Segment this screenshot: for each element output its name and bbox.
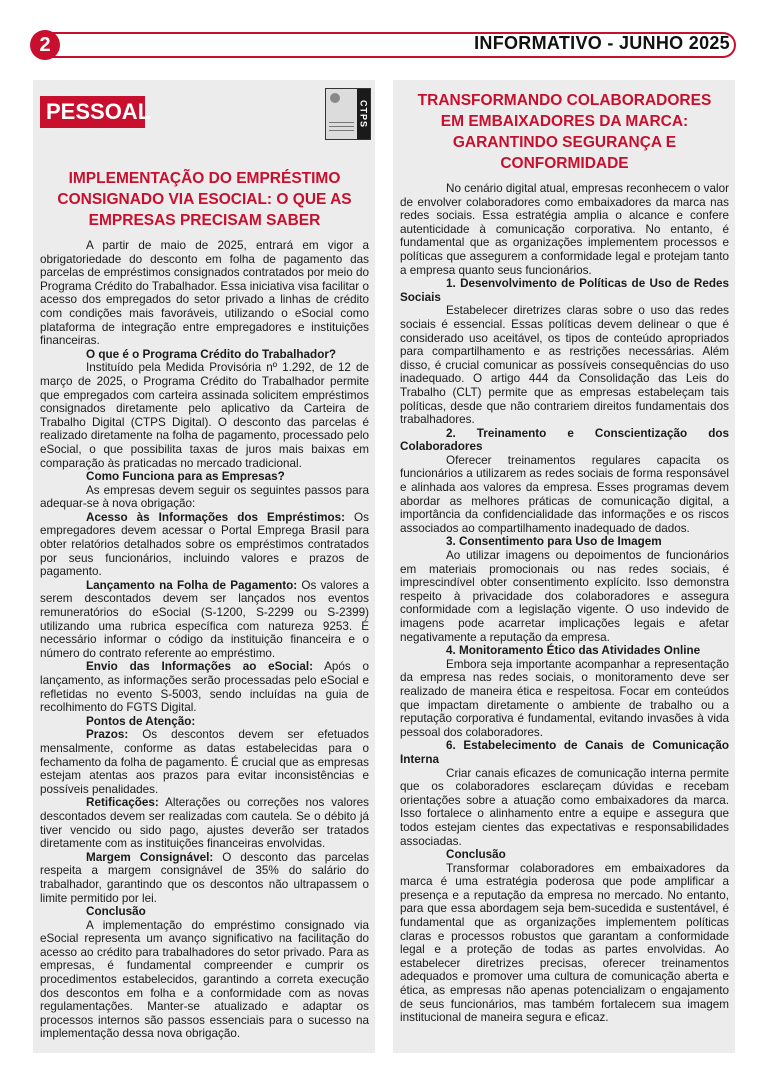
list-item-text: Após o lançamento, as informações serão processadas pelo eSocial e refletidas no evento S-5003, sendo incluídas na guia de recolhimento do FGTS Digital. [40, 660, 369, 715]
list-item-label: Lançamento na Folha de Pagamento: [86, 578, 298, 592]
subheading: 2. Treinamento e Conscientização dos Colaboradores [400, 426, 729, 454]
list-item-label: Retificações: [86, 796, 159, 810]
list-item [40, 579, 369, 661]
page-header [30, 30, 736, 60]
list-item-label: Prazos: [86, 728, 129, 742]
subheading: O que é o Programa Crédito do Trabalhador? [86, 347, 337, 361]
list-item [40, 796, 369, 850]
paragraph: Criar canais eficazes de comunicação interna permite que os colaboradores esclareçam dúvidas e recebam orientações sobre a atuação como embaixadores da marca. Isso fortalece o alinhamento entre a equipe e assegura que todos estejam cientes das expectativas e responsabilidades associadas. [400, 766, 729, 848]
list-item-label: Acesso às Informações dos Empréstimos: [86, 510, 345, 524]
article-title: TRANSFORMANDO COLABORADORES EM EMBAIXADORES DA MARCA: GARANTINDO SEGURANÇA E CONFORMIDADE [417, 92, 712, 172]
ctps-logo-text: CTPS [357, 89, 370, 139]
paragraph: Embora seja importante acompanhar a representação da empresa nas redes sociais, o monitoramento deve ser realizado de maneira ética e respeitosa. Focar em conteúdos que impactam diretamente o ambiente de trabalho ou a reputação corporativa é fundamental, evitando invasões à vida pessoal dos colaboradores. [400, 657, 729, 739]
list-item [40, 660, 369, 714]
ctps-card-image [326, 89, 357, 139]
list-item [40, 851, 369, 905]
list-item-text: Os descontos devem ser efetuados mensalmente, conforme as datas estabelecidas para o fechamento da folha de pagamento. É crucial que as empresas estejam atentas aos prazos para evitar inconsistências e possíveis penalidades. [40, 728, 369, 796]
newsletter-title: INFORMATIVO - JUNHO 2025 [474, 33, 730, 53]
subheading: 4. Monitoramento Ético das Atividades Online [446, 644, 701, 658]
paragraph: Instituído pela Medida Provisória nº 1.292, de 12 de março de 2025, o Programa Crédito do Trabalhador permite que empregados com carteira assinada solicitem empréstimos consignados diretamente pelo aplicativo da Carteira de Trabalho Digital (CTPS Digital). O desconto das parcelas é realizado diretamente na folha de pagamento, processado pelo eSocial, o que possibilita taxas de juros mais baixas em comparação às praticadas no mercado tradicional. [40, 361, 369, 470]
section-header [40, 88, 369, 150]
list-item-label: Envio das Informações ao eSocial: [86, 660, 313, 674]
list-item [40, 728, 369, 796]
paragraph: A partir de maio de 2025, entrará em vigor a obrigatoriedade do desconto em folha de pagamento das parcelas de empréstimos consignados contratados por meio do Programa Crédito do Trabalhador. Essa iniciativa visa facilitar o acesso dos empregados do setor privado a linhas de crédito com condições mais favoráveis, utilizando o eSocial como plataforma de integração entre empregadores e instituições financeiras. [40, 239, 369, 348]
subheading: Pontos de Atenção: [86, 714, 196, 728]
subheading: Como Funciona para as Empresas? [86, 470, 285, 484]
left-column [33, 80, 375, 1053]
paragraph: Transformar colaboradores em embaixadores da marca é uma estratégia poderosa que pode amplificar a presença e a reputação da empresa no mercado. No entanto, para que essa abordagem seja bem-sucedida e sustentável, é fundamental que as organizações implementem políticas claras e processos robustos que garantam a conformidade legal e a proteção de todas as partes envolvidas. Ao estabelecer diretrizes precisas, oferecer treinamentos adequados e promover uma cultura de comunicação aberta e ética, as empresas não apenas potencializam o engajamento de seus funcionários, mas também fortalecem sua imagem institucional de maneira segura e eficaz. [400, 861, 729, 1025]
article-title: IMPLEMENTAÇÃO DO EMPRÉSTIMO CONSIGNADO VIA ESOCIAL: O QUE AS EMPRESAS PRECISAM SABER [57, 170, 352, 229]
subheading: Conclusão [446, 848, 506, 862]
subheading: 1. Desenvolvimento de Políticas de Uso de Redes Sociais [400, 277, 729, 304]
subheading: 3. Consentimento para Uso de Imagem [446, 535, 662, 549]
paragraph: A implementação do empréstimo consignado via eSocial representa um avanço significativo na facilitação do acesso ao crédito para trabalhadores do setor privado. Para as empresas, é fundamental compreender e cumprir os procedimentos estabelecidos, garantindo a correta execução dos descontos em folha e a conformidade com as novas regulamentações. Manter-se atualizado e adaptar os processos internos são passos essenciais para o sucesso na implementação dessa nova obrigação. [40, 918, 369, 1041]
list-item-label: Margem Consignável: [86, 850, 214, 864]
ctps-logo [325, 88, 371, 140]
paragraph: Oferecer treinamentos regulares capacita os funcionários a utilizarem as redes sociais de forma responsável e alinhada aos valores da empresa. Esses programas devem abordar as melhores práticas de comunicação digital, a importância da confidencialidade das informações e os riscos associados ao compartilhamento inadequado de dados. [400, 453, 729, 535]
list-item-text: O desconto das parcelas respeita a margem consignável de 35% do salário do trabalhador, garantindo que os descontos não ultrapassem o limite permitido por lei. [40, 850, 369, 905]
article-body [40, 239, 369, 1041]
list-item-text: Alterações ou correções nos valores descontados devem ser realizadas com cautela. Se o débito já tiver vencido ou sido pago, ajustes deverão ser tratados diretamente com as instituições financeiras envolvidas. [40, 796, 369, 851]
page-number: 2 [30, 30, 60, 60]
paragraph: As empresas devem seguir os seguintes passos para adequar-se à nova obrigação: [40, 483, 369, 511]
list-item-text: Os empregadores devem acessar o Portal Emprega Brasil para obter relatórios detalhados sobre os empréstimos contratados por seus funcionários, incluindo valores e prazos de pagamento. [40, 510, 369, 579]
paragraph: No cenário digital atual, empresas reconhecem o valor de envolver colaboradores como embaixadores da marca nas redes sociais. Essa estratégia amplia o alcance e confere autenticidade à comunicação corporativa. No entanto, é fundamental que as organizações implementem processos e políticas que assegurem a conformidade legal e protejam tanto a empresa quanto seus funcionários. [400, 182, 729, 277]
list-item-text: Os valores a serem descontados devem ser lançados nos eventos remuneratórios do eSocial (S-1200, S-2299 ou S-2399) utilizando uma rubrica específica com natureza 9253. É necessário informar o código da instituição financeira e o número do contrato referente ao empréstimo. [40, 578, 369, 660]
section-tag: PESSOAL [40, 96, 145, 128]
right-column [393, 80, 735, 1053]
article-body [400, 182, 729, 1025]
subheading: Conclusão [86, 905, 146, 919]
list-item [40, 511, 369, 579]
paragraph: Estabelecer diretrizes claras sobre o uso das redes sociais é essencial. Essas políticas devem delinear o que é considerado uso aceitável, os tipos de conteúdo apropriados para compartilhamento e as restrições necessárias. Além disso, é crucial comunicar as possíveis consequências do uso inadequado. O artigo 444 da Consolidação das Leis do Trabalho (CLT) permite que as empresas estabeleçam tais políticas, desde que não contrariem direitos fundamentais dos trabalhadores. [400, 304, 729, 427]
subheading: 6. Estabelecimento de Canais de Comunicação Interna [400, 739, 729, 766]
paragraph: Ao utilizar imagens ou depoimentos de funcionários em materiais promocionais ou nas redes sociais, é imprescindível obter consentimento explícito. Isso demonstra respeito à privacidade dos colaboradores e assegura conformidade com a legislação vigente. O uso indevido de imagens pode acarretar implicações legais e afetar negativamente a reputação da empresa. [400, 549, 729, 644]
